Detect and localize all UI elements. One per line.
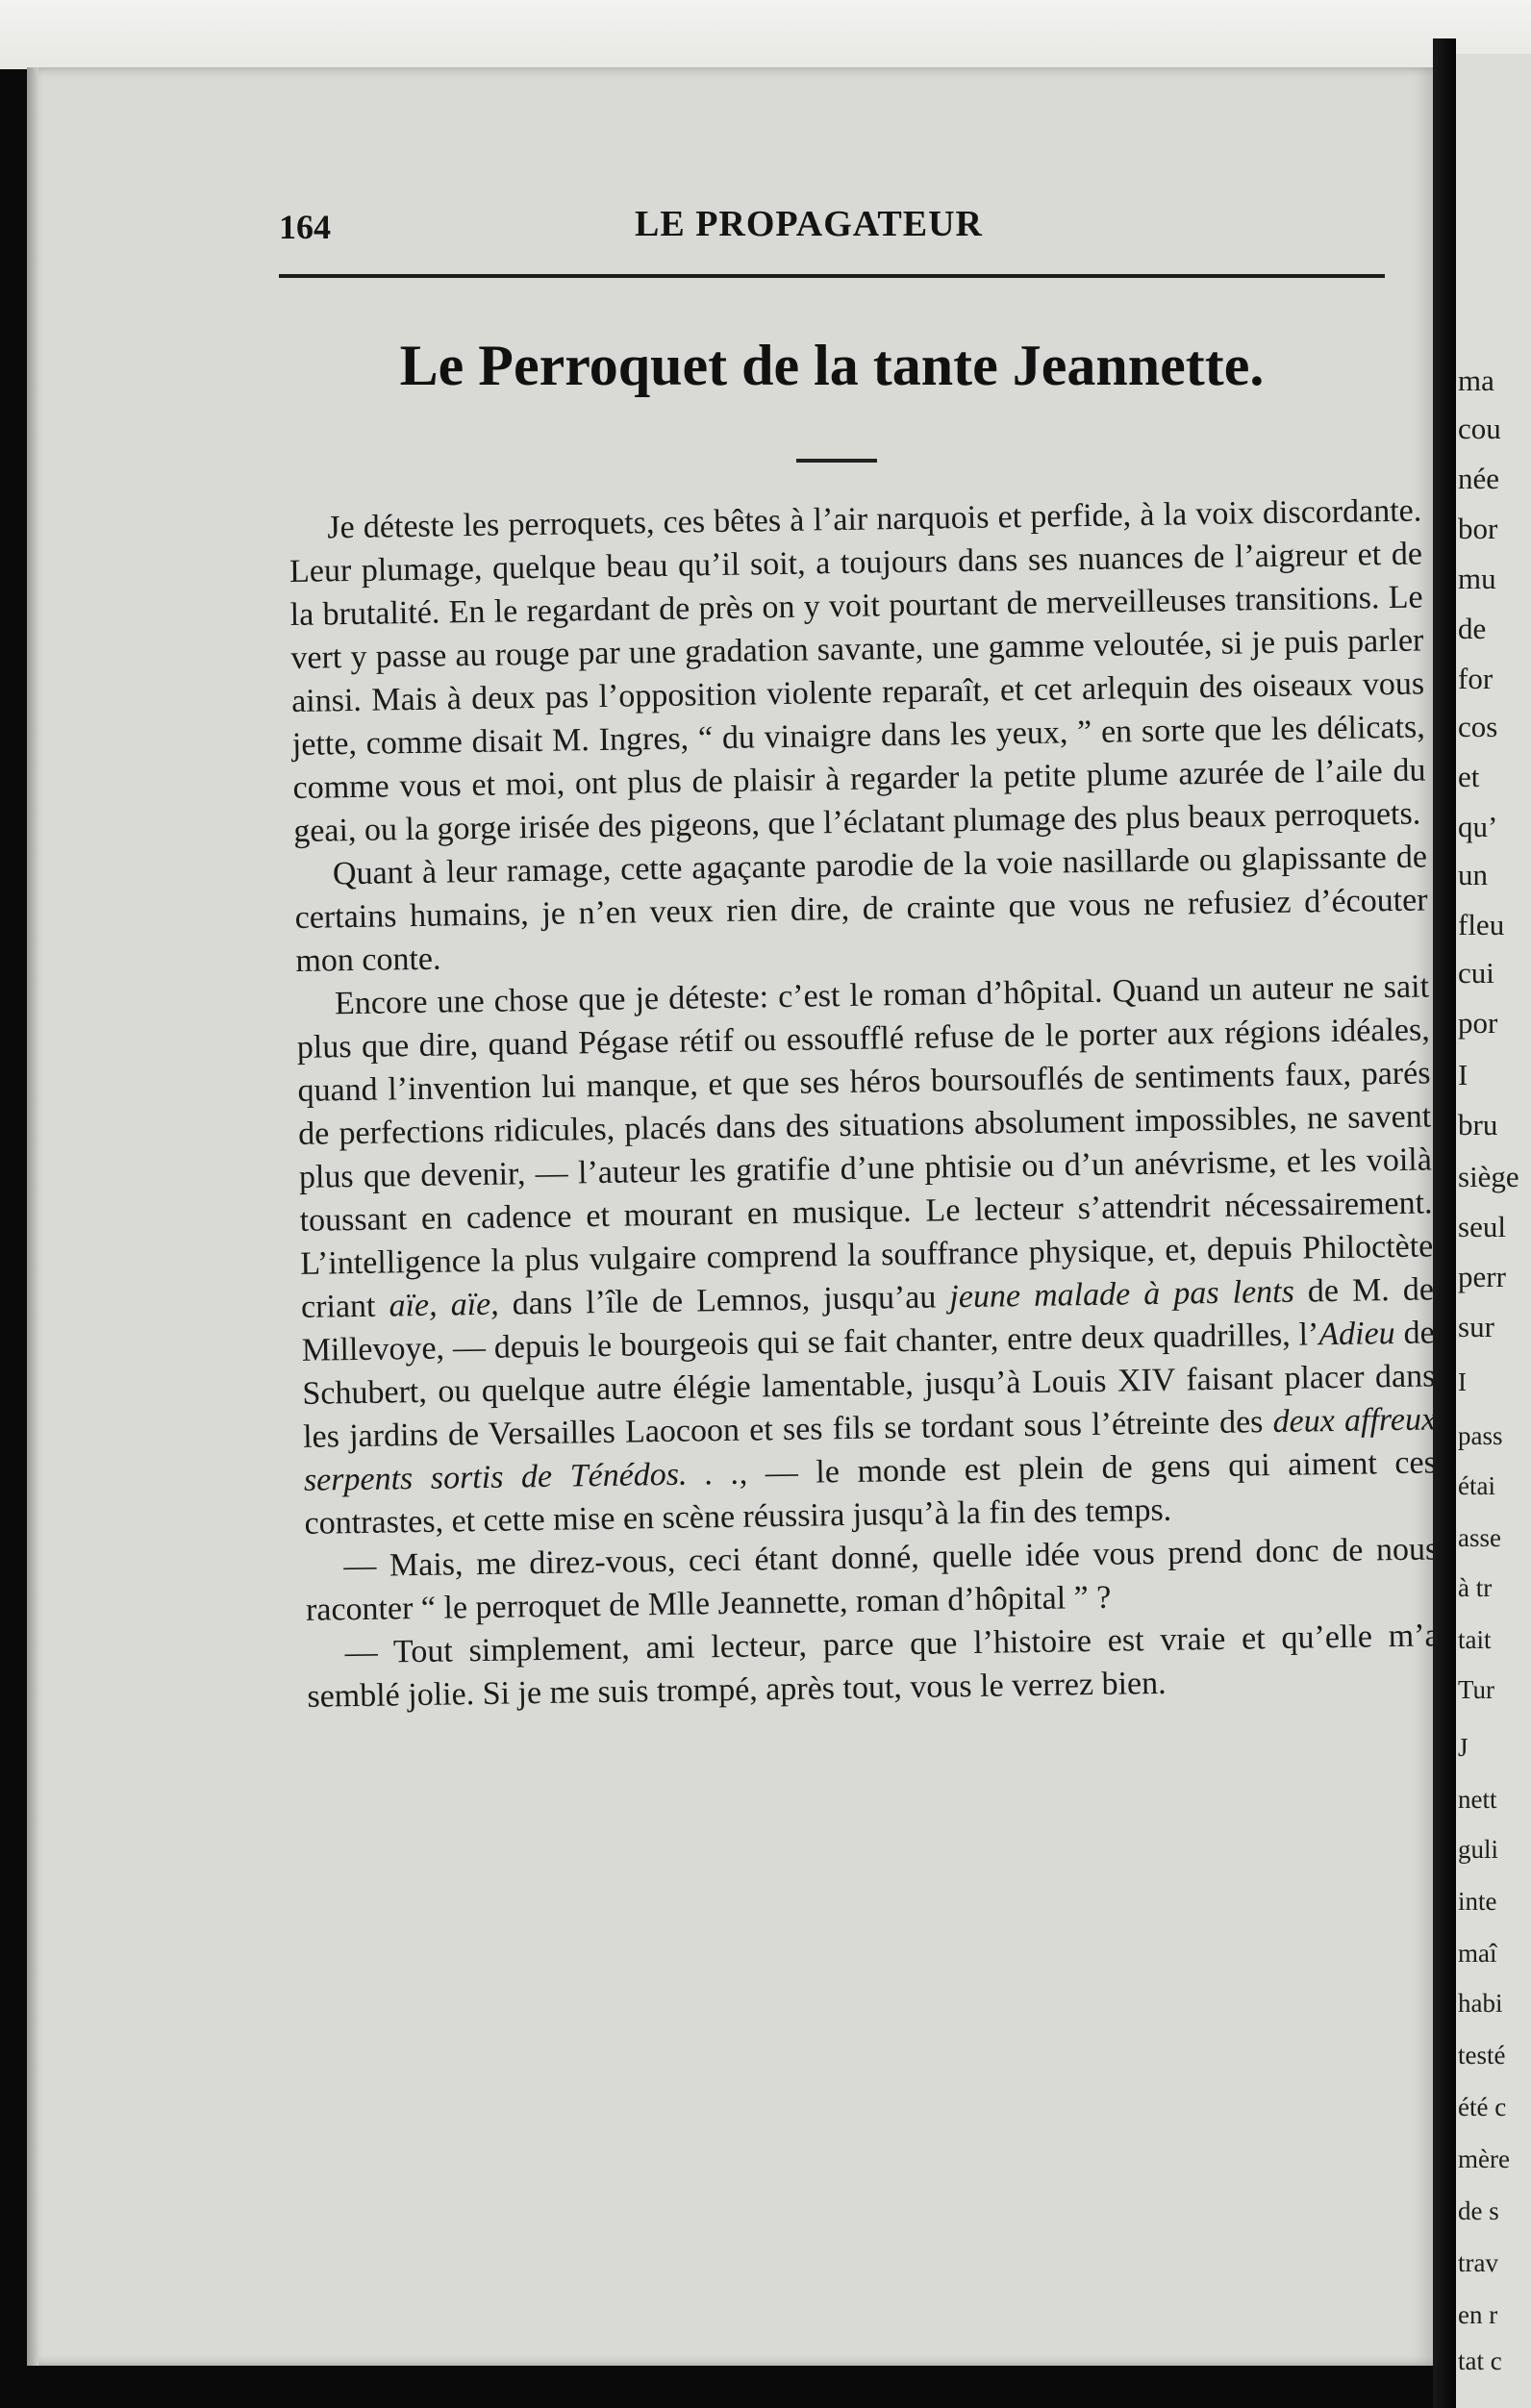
facing-page-fragment: fleu <box>1458 908 1505 941</box>
page-edge <box>27 67 38 2366</box>
article-title: Le Perroquet de la tante Jeannette. <box>399 334 1265 397</box>
facing-page-fragment: I <box>1458 1058 1468 1091</box>
page-number: 164 <box>279 208 331 246</box>
facing-page-fragment: maî <box>1458 1939 1497 1968</box>
header-rule <box>279 274 1385 278</box>
facing-page-fragment: été c <box>1458 2093 1507 2121</box>
facing-page-fragment: à tr <box>1458 1573 1493 1602</box>
paragraph: Quant à leur ramage, cette agaçante parodie de la voie nasillarde ou glapissante de certains humains, je n’en veux rien dire, de crainte que vous ne refusiez d’écouter mon conte. <box>294 839 1428 979</box>
running-head <box>279 197 1385 245</box>
facing-page <box>1456 54 1531 2408</box>
facing-page-fragment: testé <box>1458 2041 1506 2069</box>
facing-page-fragment: por <box>1458 1006 1498 1040</box>
facing-page-fragment: née <box>1458 462 1500 495</box>
paragraph-text: Encore une chose que je déteste: c’est le roman d’hôpital. Quand un auteur ne sait plus que dire, quand Pégase rétif ou essoufflé refuse de le porter aux régions idéales, quand l’invention lui manque, et que ses héros boursouflés de sentiments faux, parés de perfections ridicules, placés dans des situations absolument impossibles, ne savent plus que devenir, — l’auteur les gratifie d’une phtisie ou d’un anévrisme, et les voilà toussant en cadence et mourant en musique. Le lecteur s’attendrit nécessairement. L’intelligence la plus vulgaire comprend la souffrance physique, et, depuis Philoctète criant <box>296 968 1434 1325</box>
facing-page-fragment: bor <box>1458 512 1498 545</box>
facing-page-fragment: pass <box>1458 1421 1503 1450</box>
paragraph: — Mais, me direz-vous, ceci étant donné, quelle idée vous prend donc de nous raconter “ le perroquet de Mlle Jeannette, roman d’hôpital ” ? <box>305 1531 1439 1628</box>
facing-page-fragment: tat c <box>1458 2346 1502 2375</box>
facing-page-fragment: for <box>1458 662 1493 695</box>
facing-page-fragment: guli <box>1458 1835 1499 1864</box>
paragraph: Je déteste les perroquets, ces bêtes à l’air narquois et perfide, à la voix discordante. Leur plumage, quelque beau qu’il soit, a toujours dans ses nuances de l’aigreur et de la brutalité. En le regardant de près on y voit pourtant de merveilleuses transitions. Le vert y passe au rouge par une gradation savante, une gamme veloutée, si je puis parler ainsi. Mais à deux pas l’opposition violente reparaît, et cet arlequin des oiseaux vous jette, comme disait M. Ingres, “ du vinaigre dans les yeux, ” en sorte que les délicats, comme vous et moi, ont plus de plaisir à regarder la petite plume azurée de l’aile du geai, ou la gorge irisée des pigeons, que l’éclatant plumage des plus beaux perroquets. <box>289 492 1426 849</box>
italic-phrase: Adieu <box>1318 1316 1395 1353</box>
facing-page-fragment: sur <box>1458 1310 1494 1343</box>
facing-page-fragment: étai <box>1458 1471 1495 1500</box>
facing-page-fragment: mu <box>1458 562 1496 595</box>
facing-page-fragment: I <box>1458 1367 1467 1396</box>
facing-page-fragment: Tur <box>1458 1675 1495 1704</box>
paragraph-text: de Schubert, ou quelque autre élégie lamentable, jusqu’à Louis XIV faisant placer dans les jardins de Versailles Laocoon et ses fils se tordant sous l’étreinte des <box>302 1315 1436 1455</box>
facing-page-fragment: asse <box>1458 1523 1501 1552</box>
paragraph <box>296 965 1438 1544</box>
facing-page-fragment: ma <box>1458 364 1494 397</box>
facing-page-fragment: cos <box>1458 710 1498 743</box>
facing-page-fragment: et <box>1458 760 1480 793</box>
facing-page-fragment: perr <box>1458 1260 1506 1293</box>
book-gutter <box>1433 38 1456 2408</box>
facing-page-fragment: bru <box>1458 1108 1498 1141</box>
facing-page-fragment: trav <box>1458 2248 1498 2277</box>
facing-page-fragment: en r <box>1458 2300 1498 2329</box>
facing-page-fragment: de s <box>1458 2196 1499 2225</box>
italic-phrase: jeune malade à pas lents <box>949 1273 1295 1316</box>
article-body <box>289 489 1441 1718</box>
facing-page-fragment: qu’ <box>1458 810 1498 843</box>
facing-page-fragment: de <box>1458 612 1487 645</box>
facing-page-fragment: tait <box>1458 1625 1492 1654</box>
facing-page-fragment: seul <box>1458 1210 1506 1243</box>
facing-page-fragment: cui <box>1458 956 1494 990</box>
facing-page-fragment: cou <box>1458 412 1501 445</box>
paragraph-text: , — le monde est plein de gens qui aiment ces contrastes, et cette mise en scène réussira jusqu’à la fin des temps. <box>304 1444 1438 1542</box>
facing-page-fragment: un <box>1458 858 1488 891</box>
title-separator <box>796 459 877 463</box>
paragraph-text: dans l’île de Lemnos, jusqu’au <box>498 1279 950 1322</box>
paragraph-text: de M. de Millevoye, — depuis le bourgeois qui se fait chanter, entre deux quadrilles, l’ <box>301 1271 1435 1368</box>
scan-background <box>0 0 1531 69</box>
facing-page-fragment: siège <box>1458 1160 1519 1193</box>
italic-phrase: aïe, aïe, <box>389 1286 499 1324</box>
facing-page-fragment: inte <box>1458 1887 1497 1916</box>
journal-name: LE PROPAGATEUR <box>635 204 983 244</box>
facing-page-fragment: habi <box>1458 1989 1503 2018</box>
facing-page-fragment: J <box>1458 1733 1468 1762</box>
facing-page-fragment: nett <box>1458 1785 1497 1814</box>
facing-page-fragment: mère <box>1458 2145 1510 2173</box>
italic-phrase: deux affreux serpents sortis de Ténédos. . . <box>303 1401 1437 1498</box>
paragraph: — Tout simplement, ami lecteur, parce que l’histoire est vraie et qu’elle m’a semblé jolie. Si je me suis trompé, après tout, vous le verrez bien. <box>307 1618 1440 1715</box>
